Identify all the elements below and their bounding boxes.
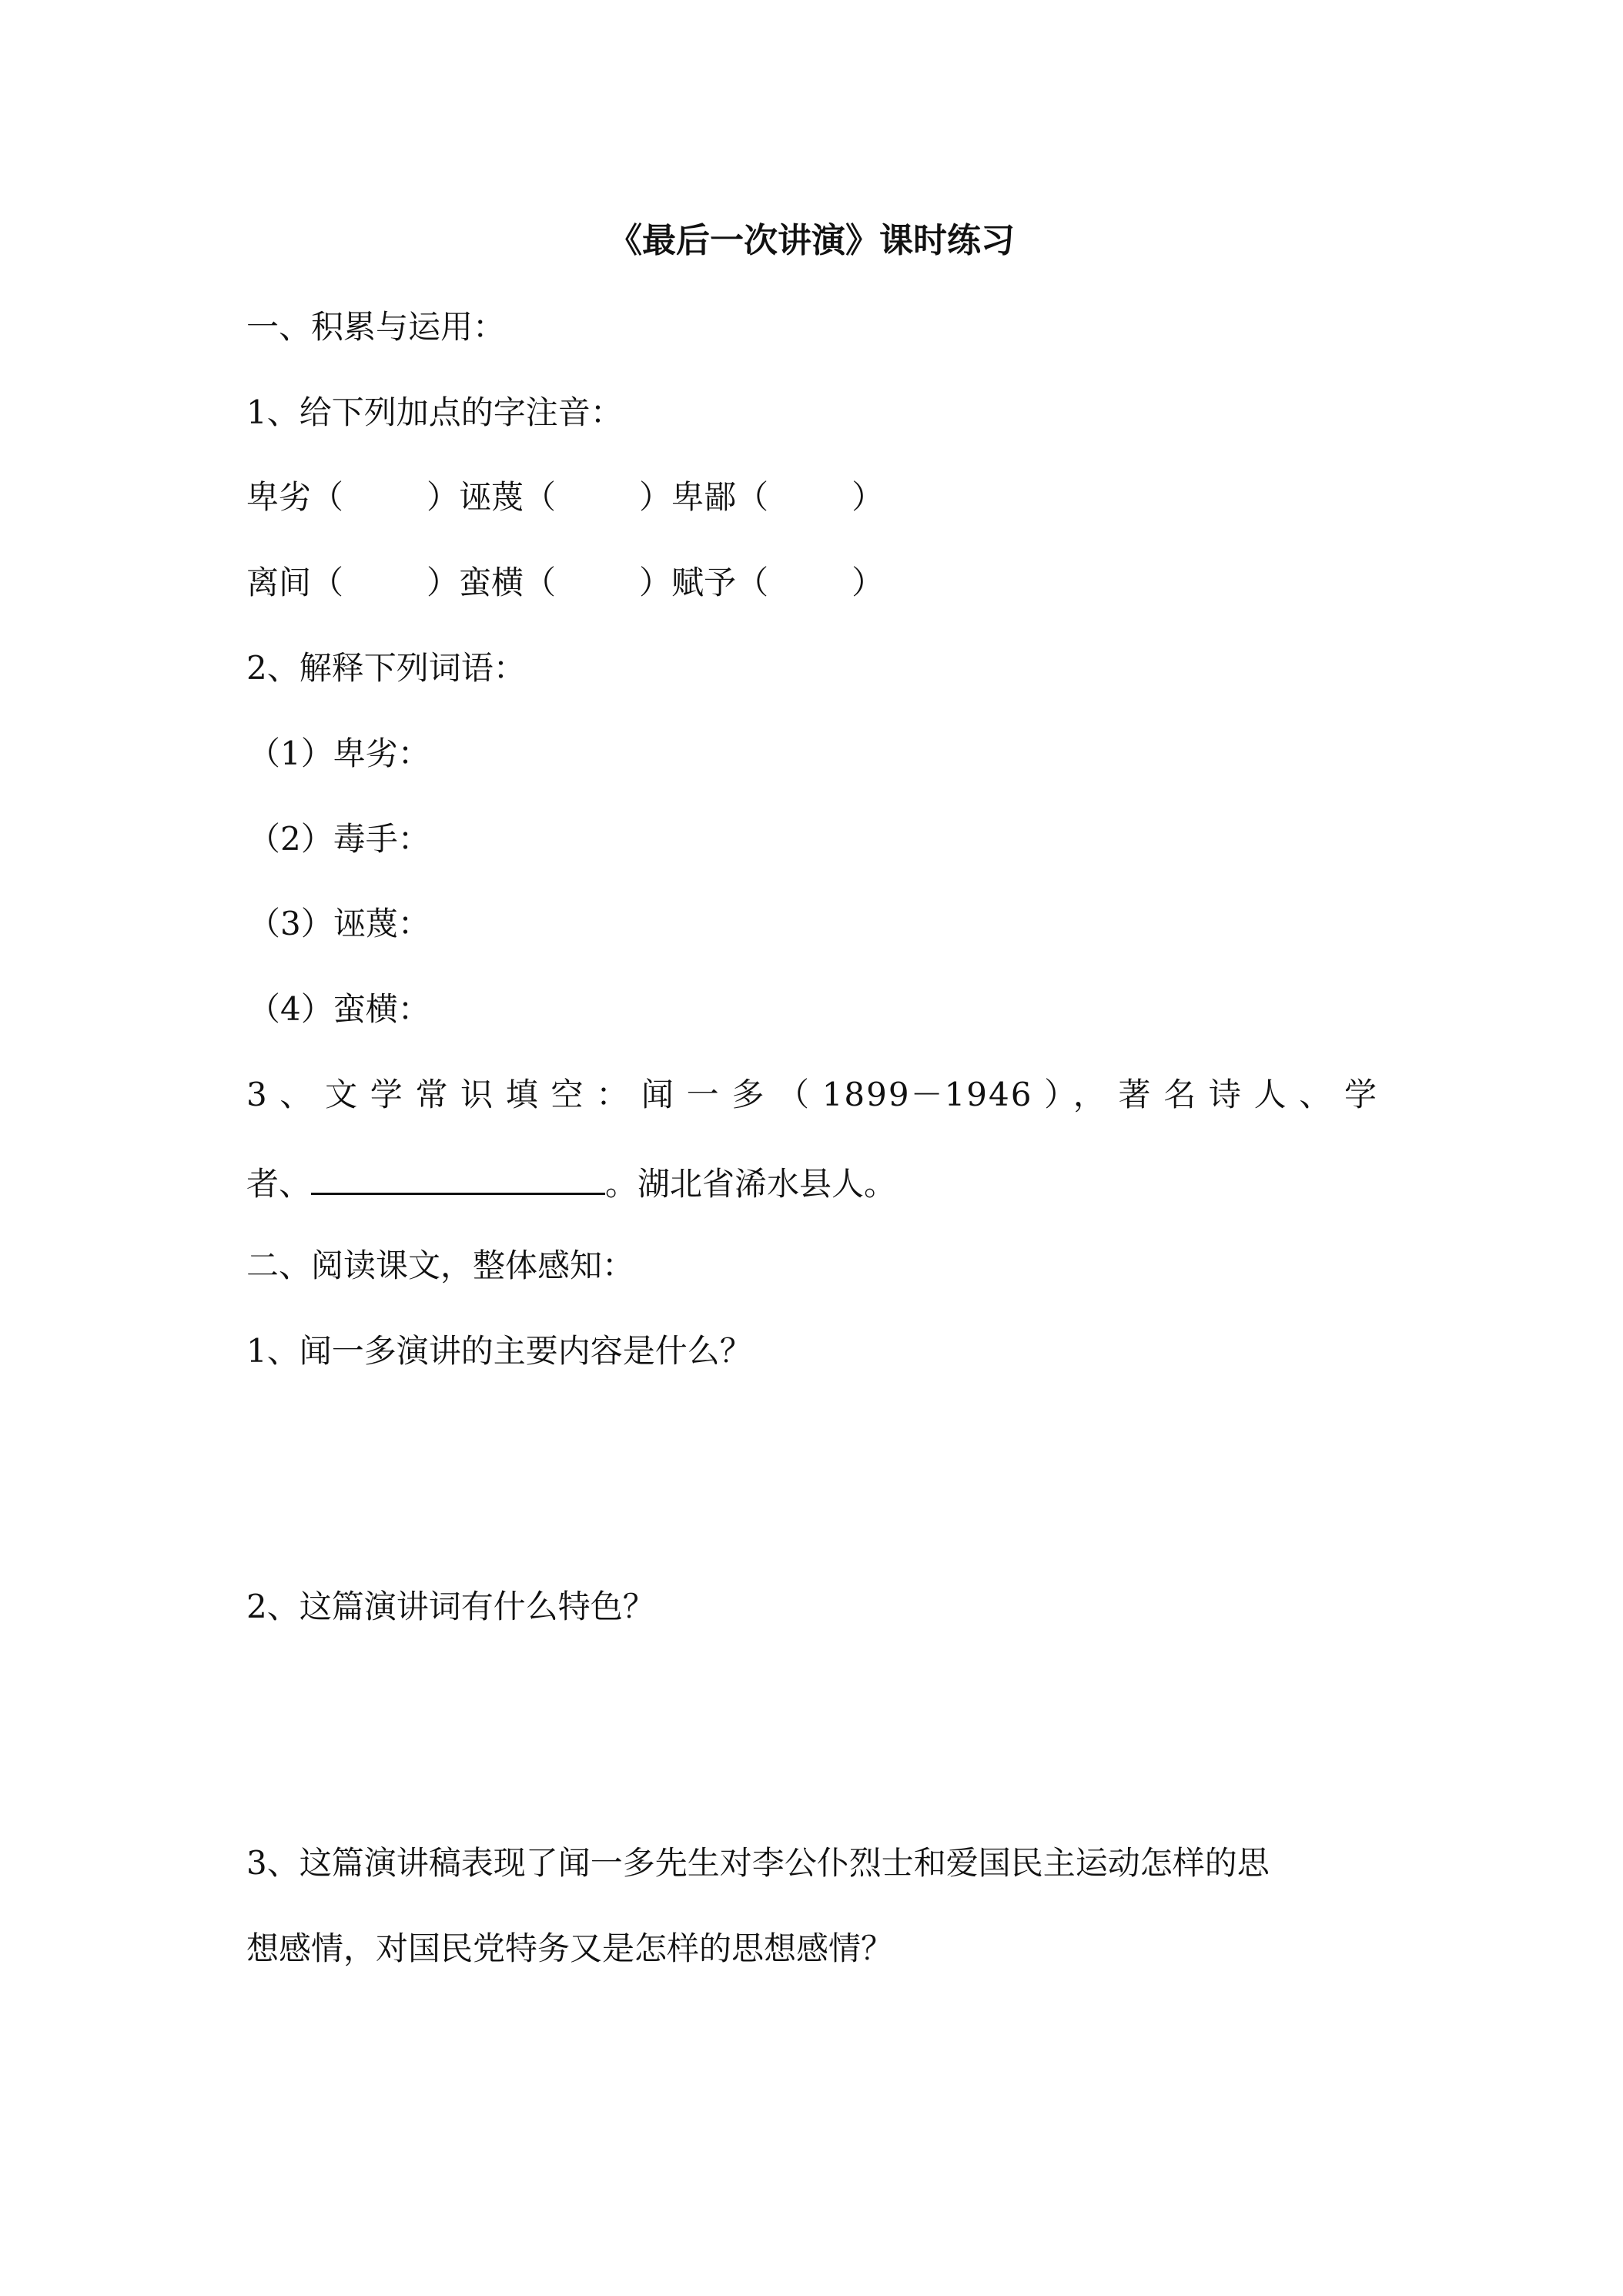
- pinyin-word: 诬蔑（: [459, 478, 557, 516]
- pinyin-word: 离间（: [246, 564, 344, 601]
- section2-heading: 二、阅读课文，整体感知：: [246, 1247, 635, 1284]
- definition-item-3: （3）诬蔑：: [248, 905, 430, 942]
- pinyin-close: ）: [639, 564, 672, 601]
- q3-prefix: 者、: [246, 1165, 312, 1203]
- pinyin-item: [459, 561, 671, 604]
- definition-item-4: （4）蛮横：: [248, 990, 430, 1028]
- q3-suffix: 。湖北省浠水县人。: [605, 1165, 897, 1203]
- q2-prompt: 2、解释下列词语：: [246, 649, 526, 687]
- reading-q3-line-1: 3、这篇演讲稿表现了闻一多先生对李公仆烈士和爱国民主运动怎样的思: [246, 1844, 1270, 1882]
- definition-item-1: （1）卑劣：: [248, 735, 430, 772]
- pinyin-close: ）: [852, 478, 885, 516]
- pinyin-word: 赋予（: [671, 564, 769, 601]
- q3-line-2: [246, 1159, 896, 1206]
- q1-prompt: 1、给下列加点的字注音：: [246, 393, 623, 431]
- q3-line-1: 3、文学常识填空：闻一多（1899－1946），著名诗人、学: [246, 1076, 1378, 1113]
- pinyin-item: [246, 561, 459, 604]
- pinyin-item: [671, 476, 884, 519]
- pinyin-word: 卑劣（: [246, 478, 344, 516]
- definition-item-2: （2）毒手：: [248, 820, 430, 858]
- pinyin-item: [459, 476, 671, 519]
- pinyin-word: 蛮横（: [459, 564, 557, 601]
- pinyin-close: ）: [852, 564, 885, 601]
- reading-q3-line-2: 想感情，对国民党特务又是怎样的思想感情？: [246, 1930, 894, 1967]
- pinyin-close: ）: [639, 478, 672, 516]
- reading-q2: 2、这篇演讲词有什么特色？: [246, 1588, 655, 1625]
- page-title: 《最后一次讲演》课时练习: [608, 221, 1015, 260]
- pinyin-close: ）: [427, 478, 460, 516]
- fill-in-blank[interactable]: [311, 1159, 605, 1195]
- pinyin-row-1: [246, 476, 884, 519]
- pinyin-row-2: [246, 561, 884, 604]
- pinyin-item: [671, 561, 884, 604]
- pinyin-close: ）: [427, 564, 460, 601]
- pinyin-word: 卑鄙（: [671, 478, 769, 516]
- reading-q1: 1、闻一多演讲的主要内容是什么？: [246, 1332, 752, 1370]
- pinyin-item: [246, 476, 459, 519]
- section1-heading: 一、积累与运用：: [246, 308, 506, 346]
